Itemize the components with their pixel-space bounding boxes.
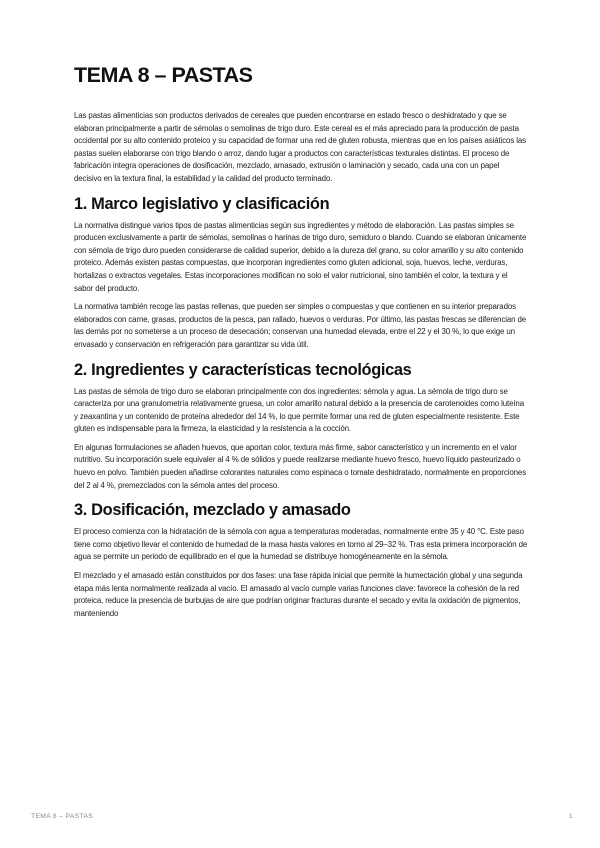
section-heading-3: 3. Dosificación, mezclado y amasado (74, 501, 351, 520)
section-heading-1: 1. Marco legislativo y clasificación (74, 194, 330, 213)
document-page (74, 62, 528, 626)
intro-paragraph: Las pastas alimenticias son productos derivados de cereales que pueden encontrarse en estado fresco o deshidratado y que se elaboran principalmente a partir de sémolas o semolinas de trigo duro. Este cereal es el más apreciado para la producción de pasta occidental por su alto contenido proteico y su capacidad de formar una red de gluten robusta, mientras que en los países asiáticos las pastas suelen elaborarse con trigo blando o arroz, dando lugar a productos con características texturales distintas. El proceso de fabricación integra operaciones de dosificación, mezclado, amasado, extrusión o laminación y secado, cada una con un papel decisivo en la textura final, la estabilidad y la calidad del producto terminado. (74, 111, 526, 183)
section-2-paragraph-2: En algunas formulaciones se añaden huevos, que aportan color, textura más firme, sabor característico y un incremento en el valor nutritivo. Su incorporación suele equivaler al 4 % de sólidos y puede realizarse mediante huevo fresco, huevo líquido pasteurizado o huevo en polvo. También pueden añadirse colorantes naturales como espinaca o tomate deshidratado, normalmente en proporciones del 2 al 4 %, premezclados con la sémola antes del proceso. (74, 442, 527, 490)
page-number: 1 (568, 813, 573, 820)
section-3-paragraph-1: El proceso comienza con la hidratación de la sémola con agua a temperaturas moderadas, normalmente entre 35 y 40 °C. Este paso tiene como objetivo llevar el contenido de humedad de la masa hasta valores en torno al 29–32 %. Tras esta primera incorporación de agua se permite un periodo de equilibrado en el que la humedad se distribuye homogéneamente en la sémola. (74, 527, 528, 562)
section-3-paragraph-2: El mezclado y el amasado están constituidos por dos fases: una fase rápida inicial que permite la humectación global y una segunda etapa más lenta normalmente realizada al vacío. El amasado al vacío cumple varias funciones clave: favorece la cohesión de la red proteica, reduce la presencia de burbujas de aire que podrían originar fracturas durante el secado y evita la oxidación de pigmentos, manteniendo (74, 571, 523, 618)
section-1-paragraph-2: La normativa también recoge las pastas rellenas, que pueden ser simples o compuestas y que contienen en su interior preparados elaborados con carne, grasas, productos de la pesca, pan rallado, huevos o verduras. Por último, las pastas frescas se diferencian de las demás por no someterse a un proceso de desecación; conservan una humedad elevada, entre el 22 y el 30 %, lo que exige un envasado y conservación en refrigeración para garantizar su vida útil. (74, 302, 527, 349)
section-1-paragraph-1: La normativa distingue varios tipos de pastas alimenticias según sus ingredientes y método de elaboración. Las pastas simples se producen exclusivamente a partir de sémolas, semolinas o harinas de trigo duro, semiduro o blando. Cuando se elaboran únicamente con sémola de trigo duro pueden considerarse de calidad superior, debido a la dureza del grano, su color amarillo y su alto contenido proteico. Además existen pastas compuestas, que incorporan ingredientes como gluten adicional, soja, huevos, leche, verduras, hortalizas o extractos vegetales. Estas incorporaciones modifican no solo el valor nutricional, sino también el color, la textura y el sabor del producto. (74, 220, 527, 293)
page-footer (31, 813, 573, 820)
footer-label: TEMA 8 – PASTAS (31, 813, 94, 820)
page-title: TEMA 8 – PASTAS (74, 63, 253, 87)
section-2-paragraph-1: Las pastas de sémola de trigo duro se elaboran principalmente con dos ingredientes: sémola y agua. La sémola de trigo duro se caracteriza por una granulometría relativamente gruesa, un color amarillo natural debido a la presencia de carotenoides como luteína y zeaxantina y un contenido de proteína alrededor del 14 %, lo que permite formar una red de gluten especialmente resistente. Este gluten es indispensable para la firmeza, la elasticidad y la resistencia a la cocción. (74, 386, 524, 434)
section-heading-2: 2. Ingredientes y características tecnológicas (74, 360, 412, 379)
